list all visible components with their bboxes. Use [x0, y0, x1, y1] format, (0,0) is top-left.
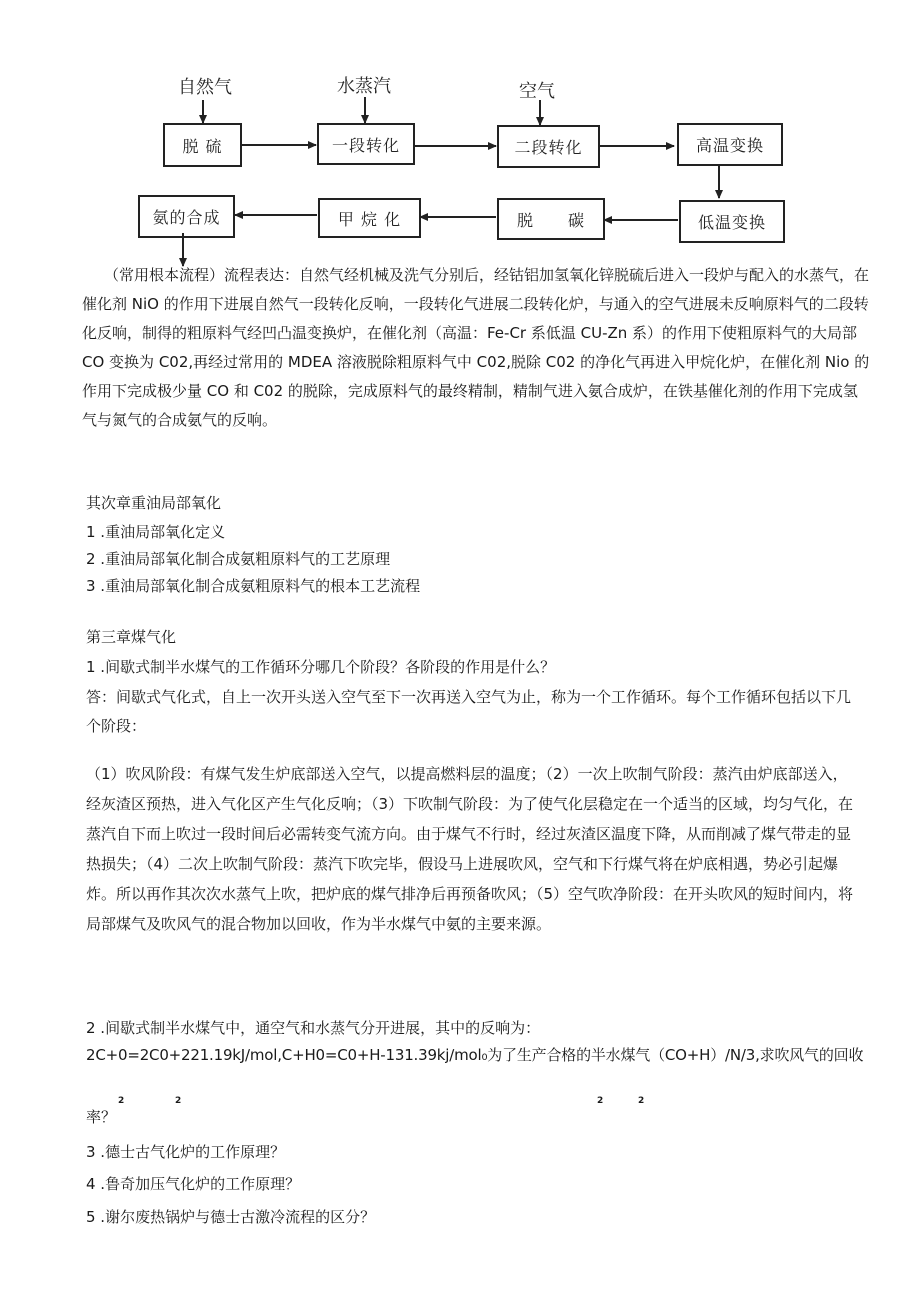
chapter3-question-1: 1 .间歇式制半水煤气的工作循环分哪几个阶段？各阶段的作用是什么？: [86, 658, 556, 676]
box-primary-reforming: 一段转化: [317, 123, 415, 165]
chapter2-item-2: 2 .重油局部氧化制合成氨粗原料气的工艺原理: [86, 550, 391, 568]
intro-paragraph: （常用根本流程）流程表达：自然气经机械及洗气分别后，经钴铝加氢氧化锌脱硫后进入一段炉与配入的水蒸气，在催化剂 NiO 的作用下进展自然气一段转化反响，一段转化气进展二段转化炉，与通入的空气进展未反响原料气的二段转化反响，制得的粗原料气经凹凸温变换炉，在催化剂（高温：Fe-Cr 系低温 CU-Zn 系）的作用下使粗原料气的大局部 CO 变换为 C02,再经过常用的 MDEA 溶液脱除粗原料气中 C02,脱除 C02 的净化气再进入甲烷化炉，在催化剂 Nio 的作用下完成极少量 CO 和 C02 的脱除，完成原料气的最终精制，精制气进入氨合成炉，在铁基催化剂的作用下完成氢气与氮气的合成氨气的反响。: [82, 266, 870, 429]
box-low-temp-shift: 低温变换: [679, 200, 785, 243]
chapter2-title: 其次章重油局部氧化: [86, 494, 222, 512]
chapter2-item-3: 3 .重油局部氧化制合成氨粗原料气的根本工艺流程: [86, 577, 421, 595]
subscript-mark-3: 2: [597, 1096, 604, 1106]
box-methanation: 甲 烷 化: [318, 198, 421, 238]
chapter3-answer-1-detail: （1）吹风阶段：有煤气发生炉底部送入空气，以提高燃料层的温度；（2）一次上吹制气阶段：蒸汽由炉底部送入，经灰渣区预热，进入气化区产生气化反响；（3）下吹制气阶段：为了使气化层稳定在一个适当的区域，均匀气化，在蒸汽自下而上吹过一段时间后必需转变气流方向。由于煤气不行时，经过灰渣区温度下降，从而削减了煤气带走的显热损失；（4）二次上吹制气阶段：蒸汽下吹完毕，假设马上进展吹风，空气和下行煤气将在炉底相遇，势必引起爆炸。所以再作其次次水蒸气上吹，把炉底的煤气排净后再预备吹风；（5）空气吹净阶段：在开头吹风的短时间内，将局部煤气及吹风气的混合物加以回收，作为半水煤气中氨的主要来源。: [86, 765, 854, 933]
subscript-mark-2: 2: [175, 1096, 182, 1106]
question-2-requirement: 为了生产合格的半水煤气（CO+H）/N/3,求吹风气的回收: [487, 1046, 864, 1064]
box-high-temp-shift: 高温变换: [677, 123, 783, 166]
reaction-equations: 2C+0=2C0+221.19kJ∕mol,C+H0=C0+H-131.39kj∕mol₀: [86, 1046, 488, 1064]
chapter3-question-2-formula: [86, 1044, 863, 1065]
chapter3-question-5: 5 .谢尔废热锅炉与德士古激冷流程的区分？: [86, 1208, 376, 1226]
chapter3-question-2-end: 率？: [86, 1108, 117, 1126]
input-label-steam: 水蒸汽: [337, 76, 391, 97]
box-decarbonization: 脱 碳: [497, 198, 605, 240]
chapter3-question-3: 3 .德士古气化炉的工作原理？: [86, 1143, 286, 1161]
box-secondary-reforming: 二段转化: [497, 125, 600, 168]
input-label-air: 空气: [519, 81, 555, 102]
input-label-natural-gas: 自然气: [178, 77, 232, 98]
box-desulfurization: 脱 硫: [163, 123, 242, 167]
subscript-mark-4: 2: [638, 1096, 645, 1106]
subscript-mark-1: 2: [118, 1096, 125, 1106]
chapter3-title: 第三章煤气化: [86, 628, 177, 646]
chapter2-item-1: 1 .重油局部氧化定义: [86, 523, 226, 541]
chapter3-question-2: 2 .间歇式制半水煤气中，通空气和水蒸气分开进展，其中的反响为：: [86, 1019, 541, 1037]
chapter3-answer-1-intro: 答：间歇式气化式，自上一次开头送入空气至下一次再送入空气为止，称为一个工作循环。每个工作循环包括以下几个阶段：: [86, 688, 852, 735]
chapter3-question-4: 4 .鲁奇加压气化炉的工作原理？: [86, 1175, 301, 1193]
box-ammonia-synthesis: 氨的合成: [138, 195, 235, 238]
